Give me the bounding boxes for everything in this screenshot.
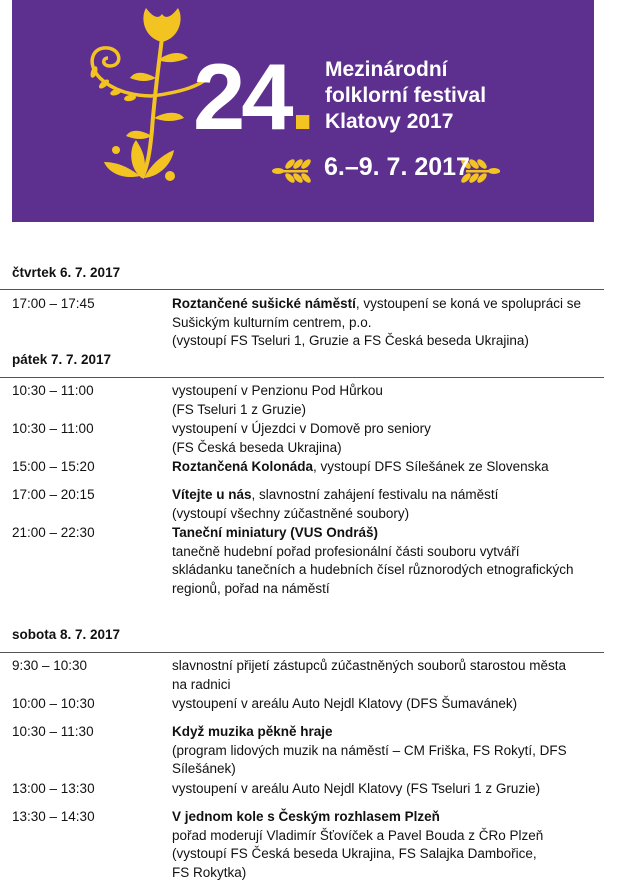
event-text: pořad moderují Vladimír Šťovíček a Pavel Bouda z ČRo Plzeň [172, 827, 544, 843]
event-description [172, 295, 604, 351]
event-text: regionů, pořad na náměstí [172, 580, 330, 596]
event-text: Sílešánek) [172, 761, 236, 776]
event-description [172, 486, 604, 523]
event-description [172, 458, 604, 477]
event-time: 10:00 – 10:30 [12, 696, 95, 711]
wheat-ear-icon [272, 158, 312, 185]
event-name: Vítejte u nás [172, 487, 252, 502]
event-description [172, 524, 604, 598]
event-text: skládanku tanečních a hudebních čísel různorodých etnografických [172, 562, 574, 577]
event-text: tanečně hudební pořad profesionální části souboru vytváří [172, 543, 520, 559]
festival-title-line: Klatovy 2017 [325, 110, 454, 133]
edition-number: 24 [193, 44, 290, 149]
divider [0, 377, 604, 378]
edition-dot: . [289, 44, 312, 149]
event-text: (FS Tseluri 1 z Gruzie) [172, 401, 307, 417]
event-name: Taneční miniatury (VUS Ondráš) [172, 525, 379, 540]
event-description [172, 420, 604, 457]
event-name: Roztančená Kolonáda [172, 459, 314, 474]
event-text: slavnostní přijetí zástupců zúčastněných souborů starostou města [172, 658, 566, 673]
event-text: (vystoupí FS Česká beseda Ukrajina, FS Salajka Dambořice, [172, 846, 537, 861]
festival-title [325, 57, 486, 135]
event-time: 9:30 – 10:30 [12, 658, 88, 673]
event-description [172, 382, 604, 419]
event-text: Sušickým kulturním centrem, p.o. [172, 314, 372, 330]
event-text: na radnici [172, 676, 231, 692]
event-description [172, 780, 604, 799]
event-text: (FS Česká beseda Ukrajina) [172, 439, 342, 455]
festival-title-line: folklorní festival [325, 84, 487, 107]
event-name: Roztančené sušické náměstí [172, 296, 356, 311]
event-name: Když muzika pěkně hraje [172, 724, 333, 739]
event-time: 10:30 – 11:30 [12, 724, 94, 739]
tulip-icon [143, 8, 180, 42]
festival-edition-number [193, 44, 312, 149]
day-heading: pátek 7. 7. 2017 [12, 352, 112, 367]
event-time: 17:00 – 20:15 [12, 487, 95, 502]
event-text: vystoupení v areálu Auto Nejdl Klatovy (FS Tseluri 1 z Gruzie) [172, 781, 541, 796]
divider [0, 652, 604, 653]
event-text: , slavnostní zahájení festivalu na náměstí [251, 487, 499, 502]
event-text: vystoupení v areálu Auto Nejdl Klatovy (DFS Šumavánek) [172, 696, 518, 711]
event-description [172, 657, 604, 694]
event-text: (program lidových muzik na náměstí – CM Friška, FS Rokytí, DFS [172, 742, 567, 758]
day-heading: čtvrtek 6. 7. 2017 [12, 265, 121, 280]
event-time: 10:30 – 11:00 [12, 383, 94, 398]
event-name: V jednom kole s Českým rozhlasem Plzeň [172, 809, 440, 824]
divider [0, 289, 604, 290]
event-text: (vystoupí všechny zúčastněné soubory) [172, 505, 410, 521]
event-text: , vystoupí DFS Sílešánek ze Slovenska [313, 459, 549, 474]
event-time: 15:00 – 15:20 [12, 459, 95, 474]
event-text: (vystoupí FS Tseluri 1, Gruzie a FS Česká beseda Ukrajina) [172, 333, 529, 348]
day-heading: sobota 8. 7. 2017 [12, 627, 121, 642]
event-time: 10:30 – 11:00 [12, 421, 94, 436]
event-time: 13:00 – 13:30 [12, 781, 95, 796]
event-text: vystoupení v Újezdci v Domově pro seniory [172, 421, 431, 436]
event-description [172, 808, 604, 882]
event-text: FS Rokytka) [172, 864, 247, 880]
event-time: 21:00 – 22:30 [12, 525, 95, 540]
event-text: , vystoupení se koná ve spolupráci se [355, 296, 581, 311]
event-description [172, 695, 604, 714]
event-text: vystoupení v Penzionu Pod Hůrkou [172, 383, 383, 398]
festival-dates: 6.–9. 7. 2017 [324, 153, 470, 181]
event-time: 13:30 – 14:30 [12, 809, 95, 824]
event-time: 17:00 – 17:45 [12, 296, 95, 311]
festival-banner [12, 0, 594, 222]
event-description [172, 723, 604, 779]
festival-title-line: Mezinárodní [325, 58, 448, 81]
